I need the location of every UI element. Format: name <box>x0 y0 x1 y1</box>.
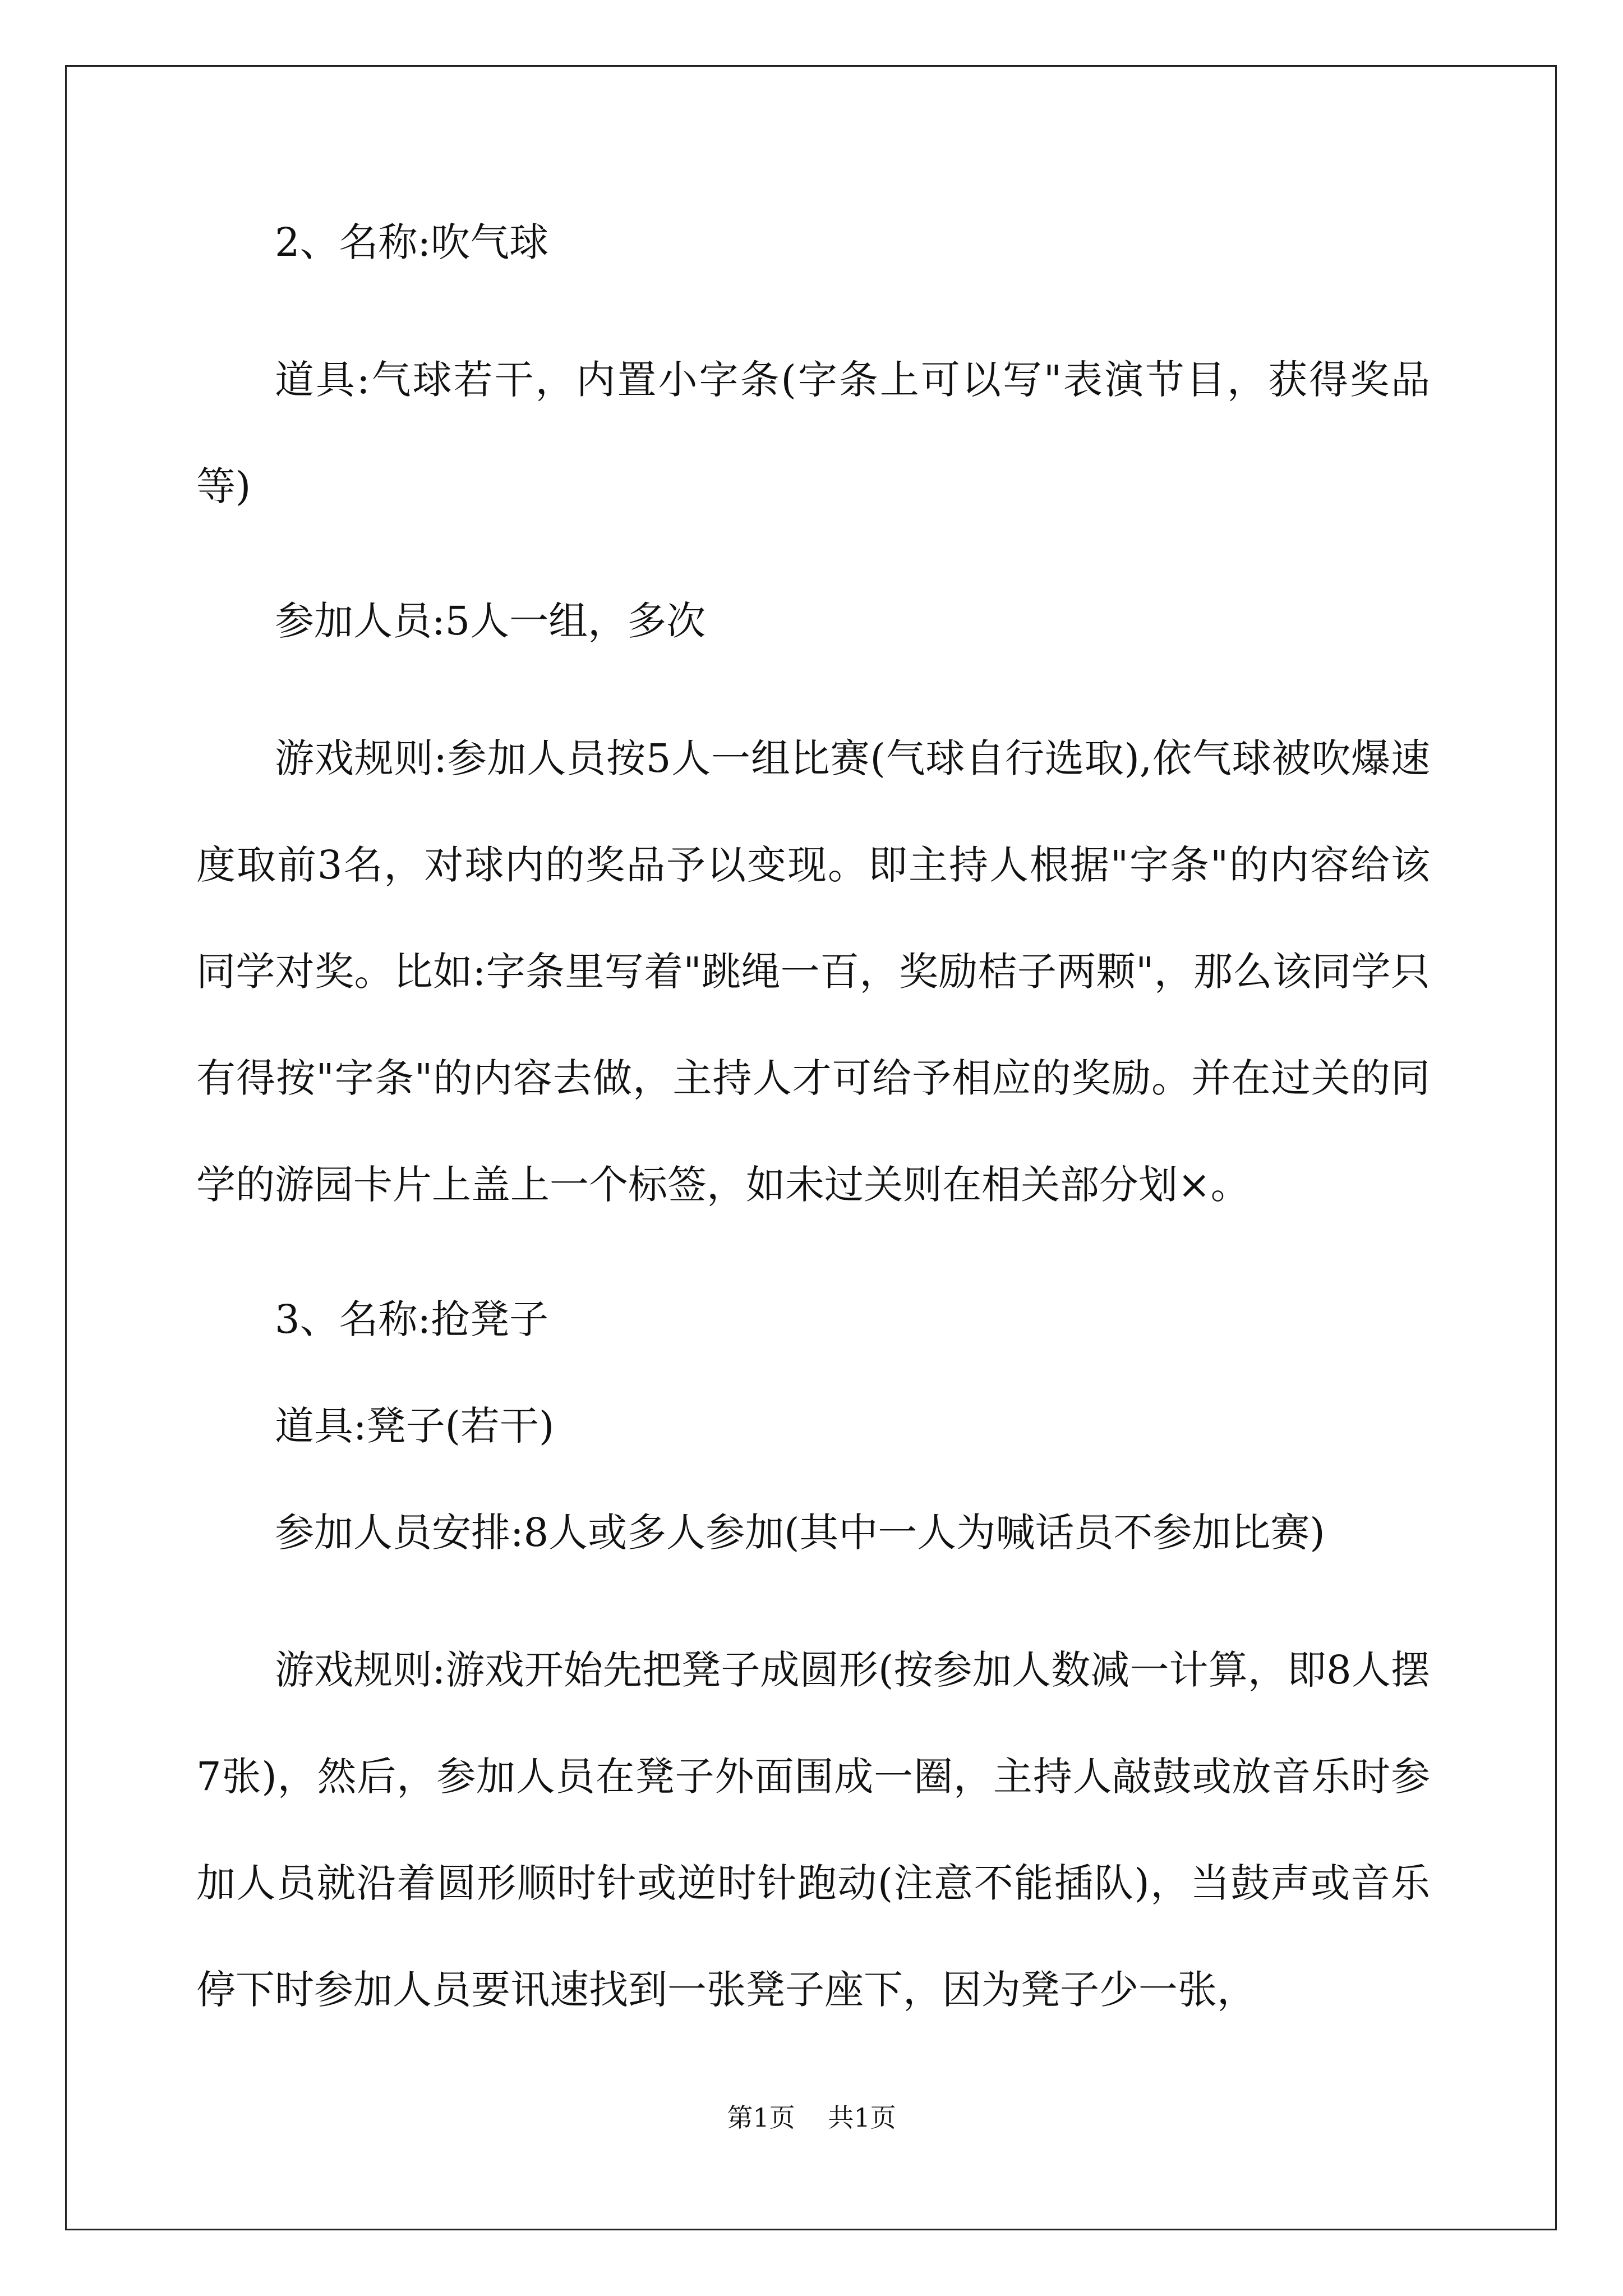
rules-paragraph-1: 游戏规则:参加人员按5人一组比赛(气球自行选取),依气球被吹爆速度取前3名，对球内的奖品予以变现。即主持人根据"字条"的内容给该同学对奖。比如:字条里写着"跳绳一百，奖励桔子两颗"，那么该同学只有得按"字条"的内容去做，主持人才可给予相应的奖励。并在过关的同学的游园卡片上盖上一个标签，如未过关则在相关部分划×。 <box>196 735 1430 1208</box>
page-footer <box>0 2101 1623 2134</box>
document-body <box>196 220 1430 2102</box>
heading-item-2: 2、名称:吹气球 <box>275 219 549 265</box>
page-number-current: 第1页 <box>727 2102 795 2133</box>
page-number-total: 共1页 <box>828 2102 896 2133</box>
participants-paragraph-2: 参加人员安排:8人或多人参加(其中一人为喊话员不参加比赛) <box>275 1510 1325 1556</box>
participants-paragraph-1: 参加人员:5人一组，多次 <box>275 598 706 644</box>
props-paragraph-1: 道具:气球若干，内置小字条(字条上可以写"表演节目，获得奖品等) <box>196 357 1430 509</box>
props-paragraph-2: 道具:凳子(若干) <box>275 1403 555 1449</box>
rules-paragraph-2: 游戏规则:游戏开始先把凳子成圆形(按参加人数减一计算，即8人摆7张)，然后，参加人员在凳子外面围成一圈，主持人敲鼓或放音乐时参加人员就沿着圆形顺时针或逆时针跑动(注意不能插队)，当鼓声或音乐停下时参加人员要讯速找到一张凳子座下，因为凳子少一张， <box>196 1647 1430 2013</box>
heading-item-3: 3、名称:抢凳子 <box>275 1296 549 1342</box>
